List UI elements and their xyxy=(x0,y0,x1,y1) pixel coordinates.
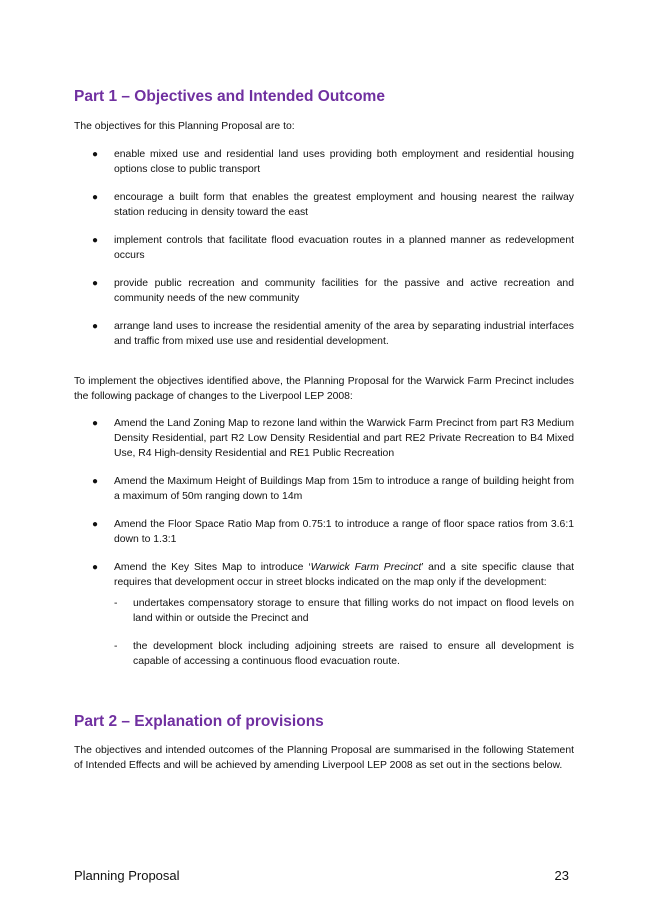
footer-page-number: 23 xyxy=(554,868,569,883)
bullet-icon: ● xyxy=(92,418,99,429)
bullet-icon: ● xyxy=(92,562,99,573)
part2-paragraph: The objectives and intended outcomes of the Planning Proposal are summarised in the following Statement of Intended Effects and will be achieved by amending Liverpool LEP 2008 as set out in the sections below. xyxy=(74,745,574,771)
list-item: ● Amend the Key Sites Map to introduce ‘Warwick Farm Precinct’ and a site specific clause that requires that development occur in street blocks indicated on the map only if the development: - undertakes compensatory storage to ensure that filling works do not impact on flood levels on land within or outside the Precinct and - the development block including adjoining streets are raised to ensure all development is capable of accessing a continuous flood evacuation route. xyxy=(92,562,574,667)
list-item: ● provide public recreation and community facilities for the passive and active recreation and community needs of the new community xyxy=(92,278,574,304)
list-item: ● Amend the Land Zoning Map to rezone land within the Warwick Farm Precinct from part R3 Medium Density Residential, part R2 Low Density Residential and part RE2 Private Recreation to B4 Mixed Use, R4 High-density Residential and RE1 Public Recreation xyxy=(92,418,574,459)
dash-icon: - xyxy=(114,598,118,609)
objectives-list xyxy=(74,147,574,349)
footer-title: Planning Proposal xyxy=(74,868,180,883)
bullet-icon: ● xyxy=(92,192,99,203)
implement-intro: To implement the objectives identified above, the Planning Proposal for the Warwick Farm Precinct includes the following package of changes to the Liverpool LEP 2008: xyxy=(74,376,574,402)
bullet-icon: ● xyxy=(92,278,99,289)
list-item: ● implement controls that facilitate flood evacuation routes in a planned manner as redevelopment occurs xyxy=(92,235,574,261)
bullet-icon: ● xyxy=(92,321,99,332)
list-item: ● arrange land uses to increase the residential amenity of the area by separating industrial interfaces and traffic from mixed use use and residential development. xyxy=(92,321,574,347)
list-item: - undertakes compensatory storage to ensure that filling works do not impact on flood levels on land within or outside the Precinct and xyxy=(114,598,574,624)
list-item: ● Amend the Floor Space Ratio Map from 0.75:1 to introduce a range of floor space ratios from 3.6:1 down to 1.3:1 xyxy=(92,519,574,545)
bullet-icon: ● xyxy=(92,149,99,160)
list-item: ● enable mixed use and residential land uses providing both employment and residential housing options close to public transport xyxy=(92,149,574,175)
part1-intro: The objectives for this Planning Proposal are to: xyxy=(74,121,295,132)
list-item: - the development block including adjoining streets are raised to ensure all development is capable of accessing a continuous flood evacuation route. xyxy=(114,641,574,667)
list-item: ● Amend the Maximum Height of Buildings Map from 15m to introduce a range of building height from a maximum of 50m ranging down to 14m xyxy=(92,476,574,502)
bullet-icon: ● xyxy=(92,519,99,530)
key-sites-sublist xyxy=(114,596,574,669)
part1-heading: Part 1 – Objectives and Intended Outcome xyxy=(74,88,385,105)
part2-heading: Part 2 – Explanation of provisions xyxy=(74,713,324,730)
bullet-icon: ● xyxy=(92,235,99,246)
dash-icon: - xyxy=(114,641,118,652)
changes-list xyxy=(74,416,574,669)
list-item: ● encourage a built form that enables the greatest employment and housing nearest the railway station reducing in density toward the east xyxy=(92,192,574,218)
bullet-icon: ● xyxy=(92,476,99,487)
